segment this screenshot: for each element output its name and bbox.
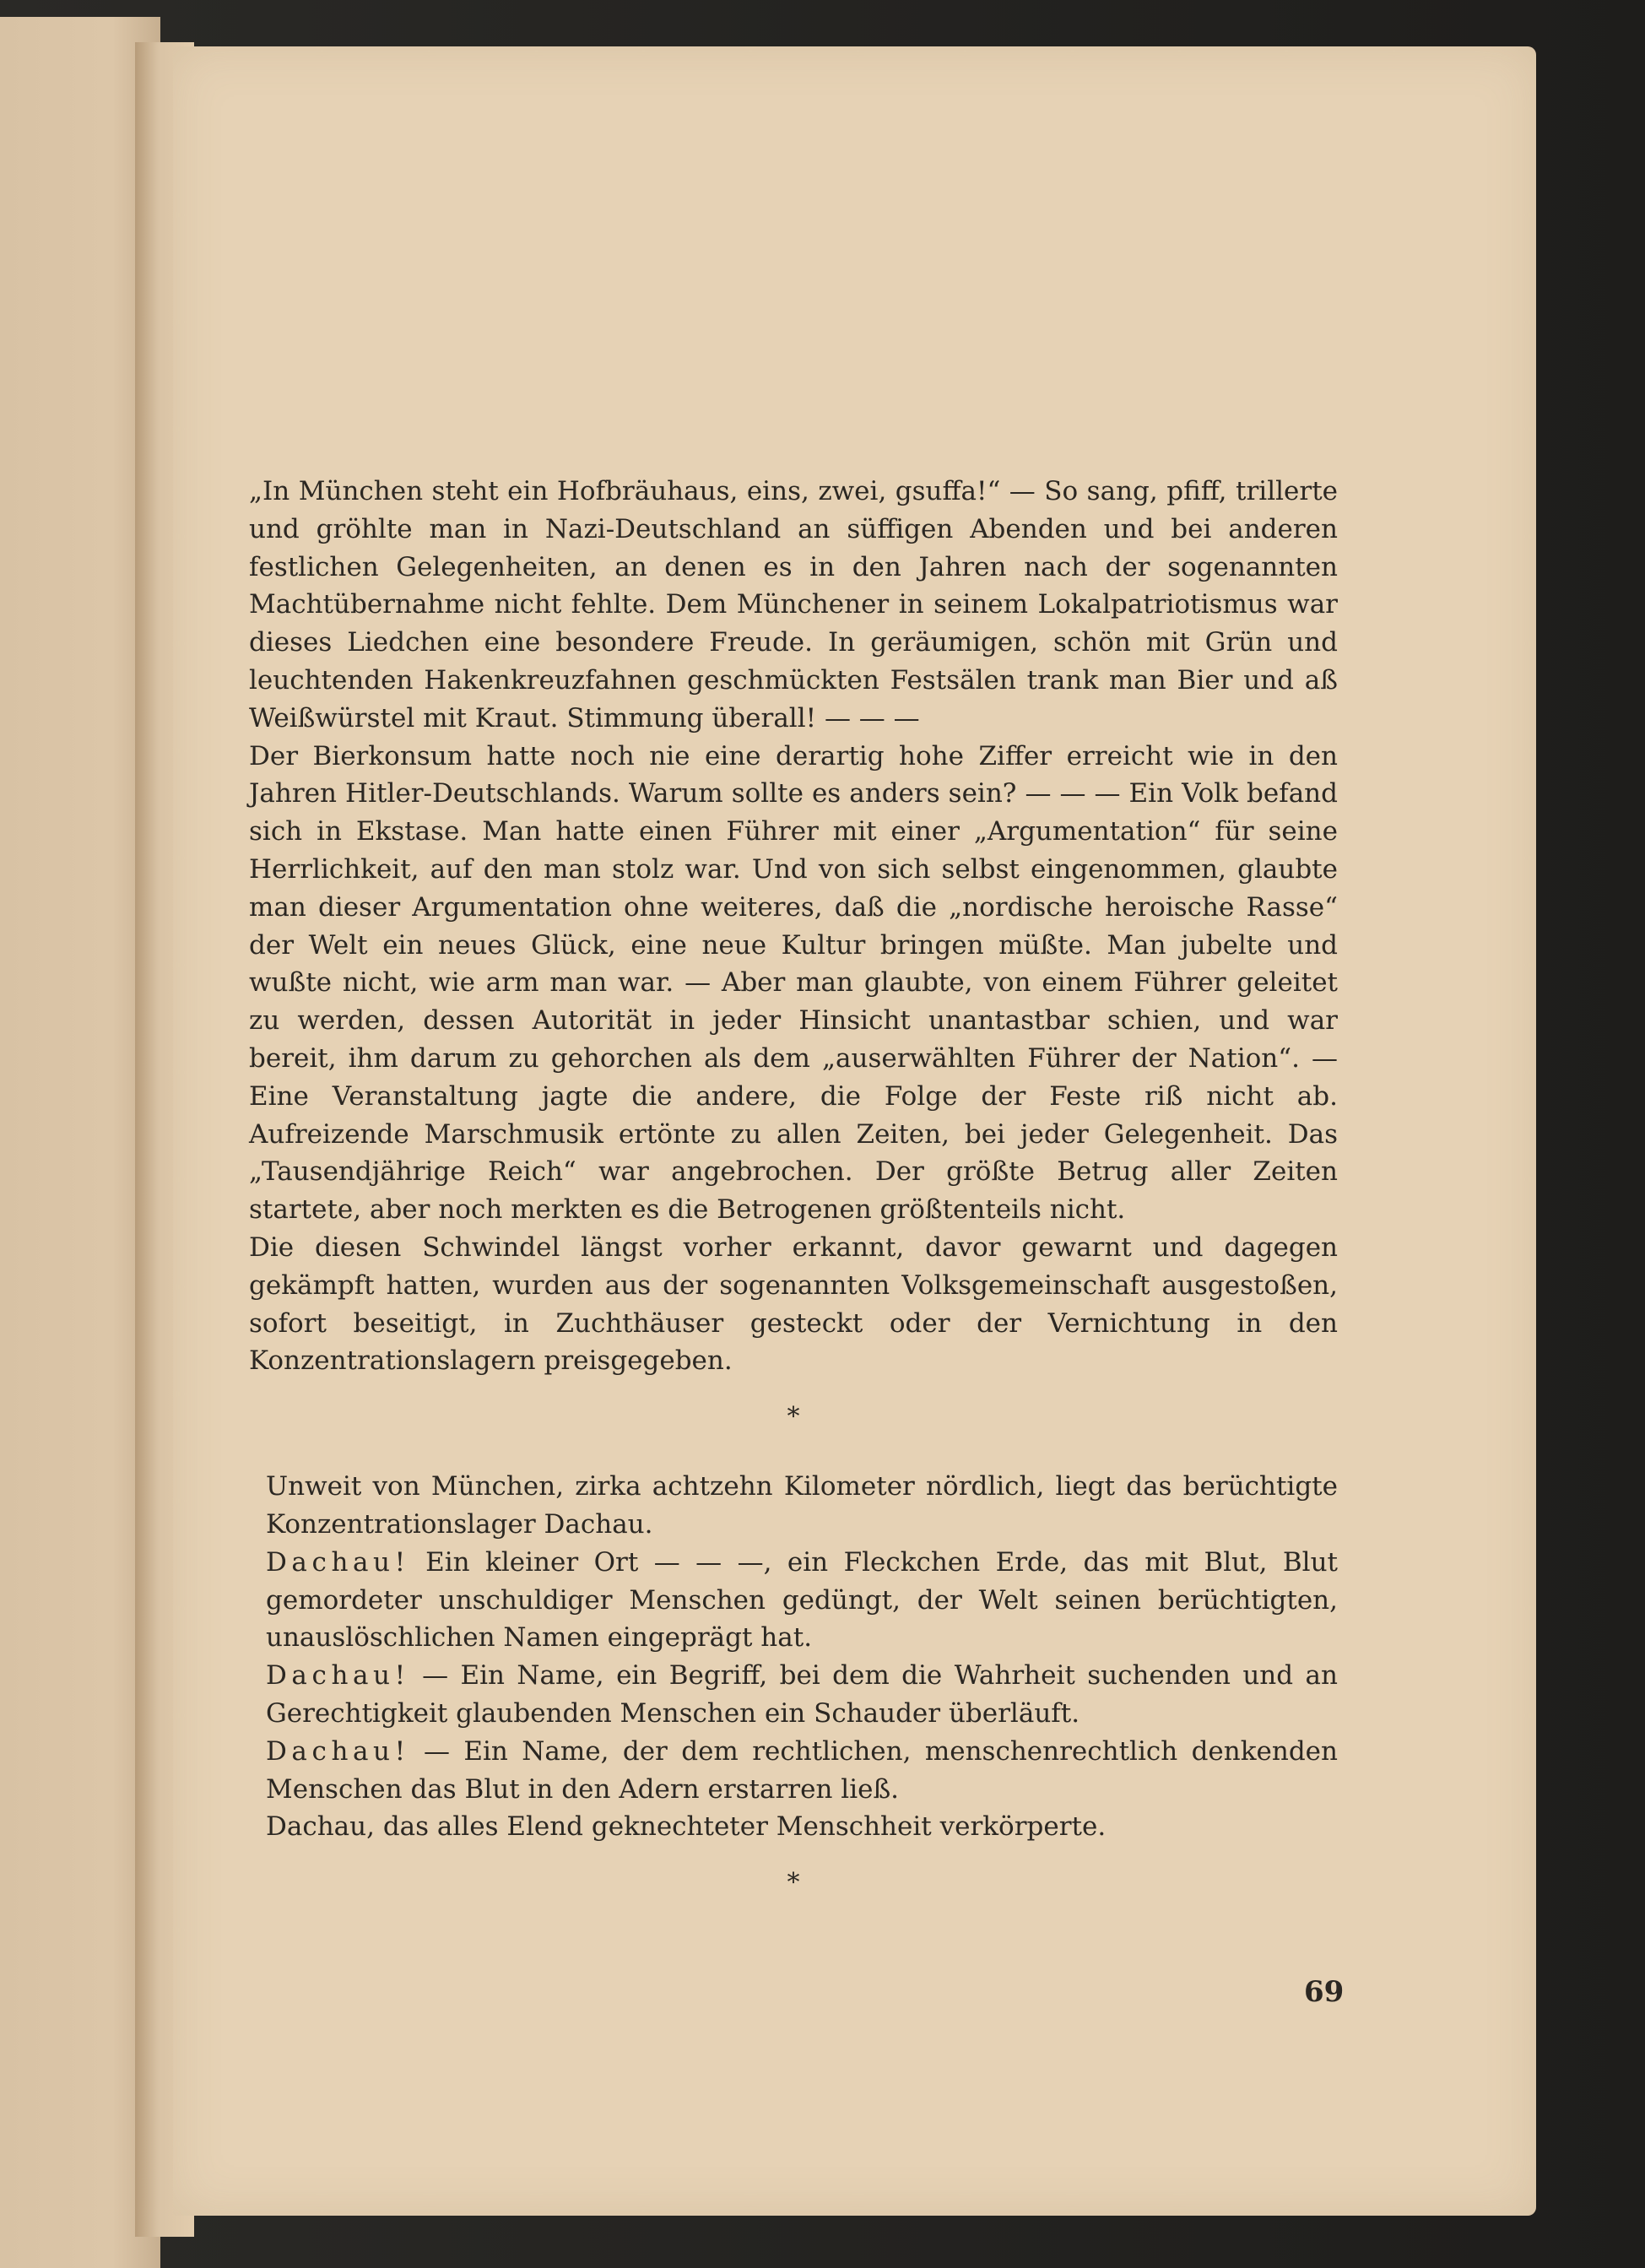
emphasis-word: Dachau! [266,1660,410,1692]
book-page [173,46,1536,2216]
paragraph: Dachau, das alles Elend geknechteter Menschheit verkörperte. [266,1811,1107,1843]
paragraph: Die diesen Schwindel längst vorher erkannt, davor gewarnt und dagegen gekämpft hatten, wurden aus der sogenannten Volksgemeinschaft ausgestoßen, sofort beseitigt, in Zuchthäuser gesteckt oder der Vernichtung in den Konzentrationslagern preisgegeben. [249,1231,1338,1377]
paragraph [266,1544,1338,1657]
paragraph-text: — Ein Name, ein Begriff, bei dem die Wahrheit suchenden und an Gerechtigkeit glaubenden Menschen ein Schauder überläuft. [266,1660,1338,1729]
page-number: 69 [1304,1975,1345,2009]
paragraph: Unweit von München, zirka achtzehn Kilometer nördlich, liegt das berüchtigte Konzentrationslager Dachau. [266,1471,1338,1540]
emphasis-word: Dachau! [266,1546,410,1578]
emphasis-word: Dachau! [266,1735,410,1767]
section-separator: * [787,1402,800,1432]
paragraph [266,1657,1338,1733]
section-two [249,1468,1338,1846]
paragraph-text: — Ein Name, der dem rechtlichen, menschenrechtlich denkenden Menschen das Blut in den Adern erstarren ließ. [266,1735,1338,1805]
paragraph: Der Bierkonsum hatte noch nie eine derartig hohe Ziffer erreicht wie in den Jahren Hitler-Deutschlands. Warum sollte es anders sein? — — — Ein Volk befand sich in Ekstase. Man hatte einen Führer mit einer „Argumentation“ für seine Herrlichkeit, auf den man stolz war. Und von sich selbst eingenommen, glaubte man dieser Argumentation ohne weiteres, daß die „nordische heroische Rasse“ der Welt ein neues Glück, eine neue Kultur bringen müßte. Man jubelte und wußte nicht, wie arm man war. — Aber man glaubte, von einem Führer geleitet zu werden, dessen Autorität in jeder Hinsicht unantastbar schien, und war bereit, ihm darum zu gehorchen als dem „auserwählten Führer der Nation“. — Eine Veranstaltung jagte die andere, die Folge der Feste riß nicht ab. Aufreizende Marschmusik ertönte zu allen Zeiten, bei jeder Gelegenheit. Das „Tausendjährige Reich“ war angebrochen. Der größte Betrug aller Zeiten startete, aber noch merkten es die Betrogenen größtenteils nicht. [249,740,1338,1226]
paragraph [266,1733,1338,1809]
paragraph: „In München steht ein Hofbräuhaus, eins, zwei, gsuffa!“ — So sang, pfiff, trillerte und gröhlte man in Nazi-Deutschland an süffigen Abenden und bei anderen festlichen Gelegenheiten, an denen es in den Jahren nach der sogenannten Machtübernahme nicht fehlte. Dem Münchener in seinem Lokalpatriotismus war dieses Liedchen eine besondere Freude. In geräumigen, schön mit Grün und leuchtenden Hakenkreuzfahnen geschmückten Festsälen trank man Bier und aß Weißwürstel mit Kraut. Stimmung überall! — — — [249,476,1338,733]
paragraph-text: Ein kleiner Ort — — —, ein Fleckchen Erde, das mit Blut, Blut gemordeter unschuldiger Menschen gedüngt, der Welt seinen berüchtigten, unauslöschlichen Namen eingeprägt hat. [266,1546,1338,1654]
section-one [249,473,1338,1380]
section-separator: * [787,1868,800,1898]
text-block [249,473,1338,1924]
